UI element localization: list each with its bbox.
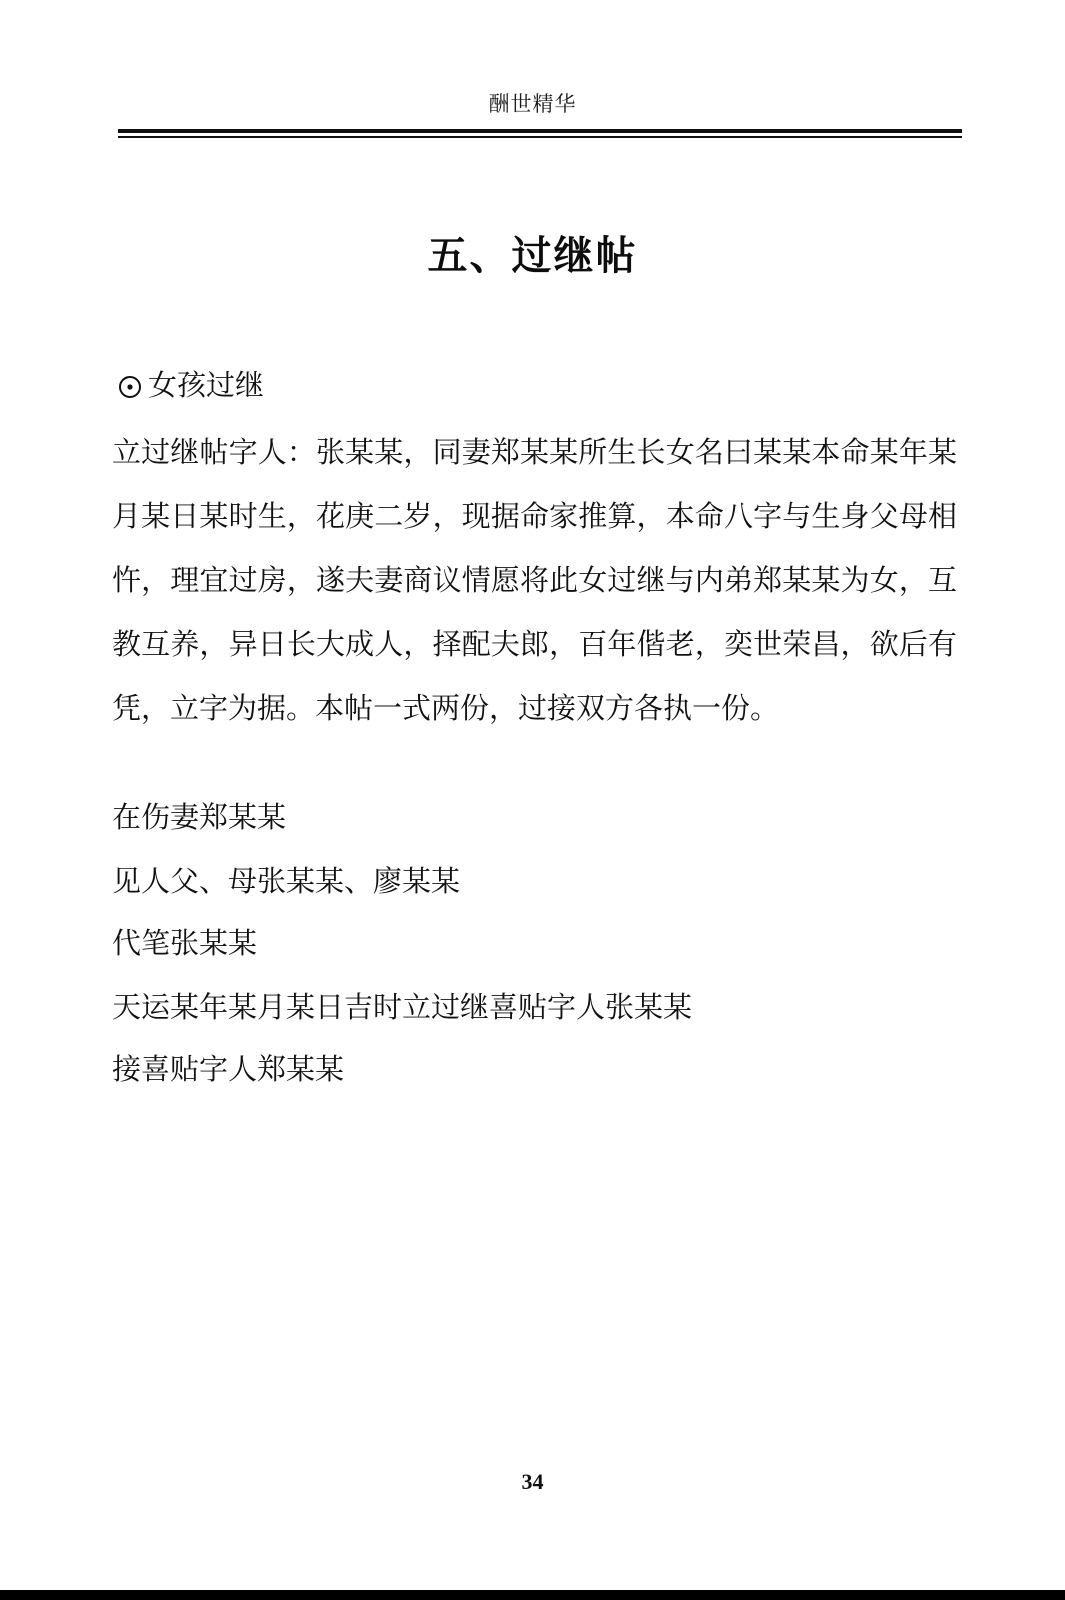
scan-edge-divider [0,1590,1065,1600]
circle-dot-icon [118,372,142,396]
section-heading-text: 女孩过继 [148,368,265,402]
chapter-title: 五、过继帖 [427,233,638,279]
signature-line: 见人父、母张某某、廖某某 [112,864,461,898]
running-title: 酬世精华 [488,92,577,116]
body-paragraph: 立过继帖字人：张某某，同妻郑某某所生长女名曰某某本命某年某月某日某时生，花庚二岁，现据命家推算，本命八字与生身父母相忤，理宜过房，遂夫妻商议情愿将此女过继与内弟郑某某为女，互教互养，异日长大成人，择配夫郎，百年偕老，奕世荣昌，欲后有凭，立字为据。本帖一式两份，过接双方各执一份。 [112,435,957,725]
signature-line: 天运某年某月某日吉时立过继喜贴字人张某某 [112,990,693,1024]
signature-line: 在伤妻郑某某 [112,800,287,834]
page-number: 34 [521,1469,544,1494]
section-heading [118,363,264,404]
signature-line: 接喜贴字人郑某某 [112,1052,345,1086]
running-header [0,88,1065,118]
header-rule-thin [118,136,962,138]
header-rule-thick [118,129,962,133]
signature-line: 代笔张某某 [112,926,258,960]
